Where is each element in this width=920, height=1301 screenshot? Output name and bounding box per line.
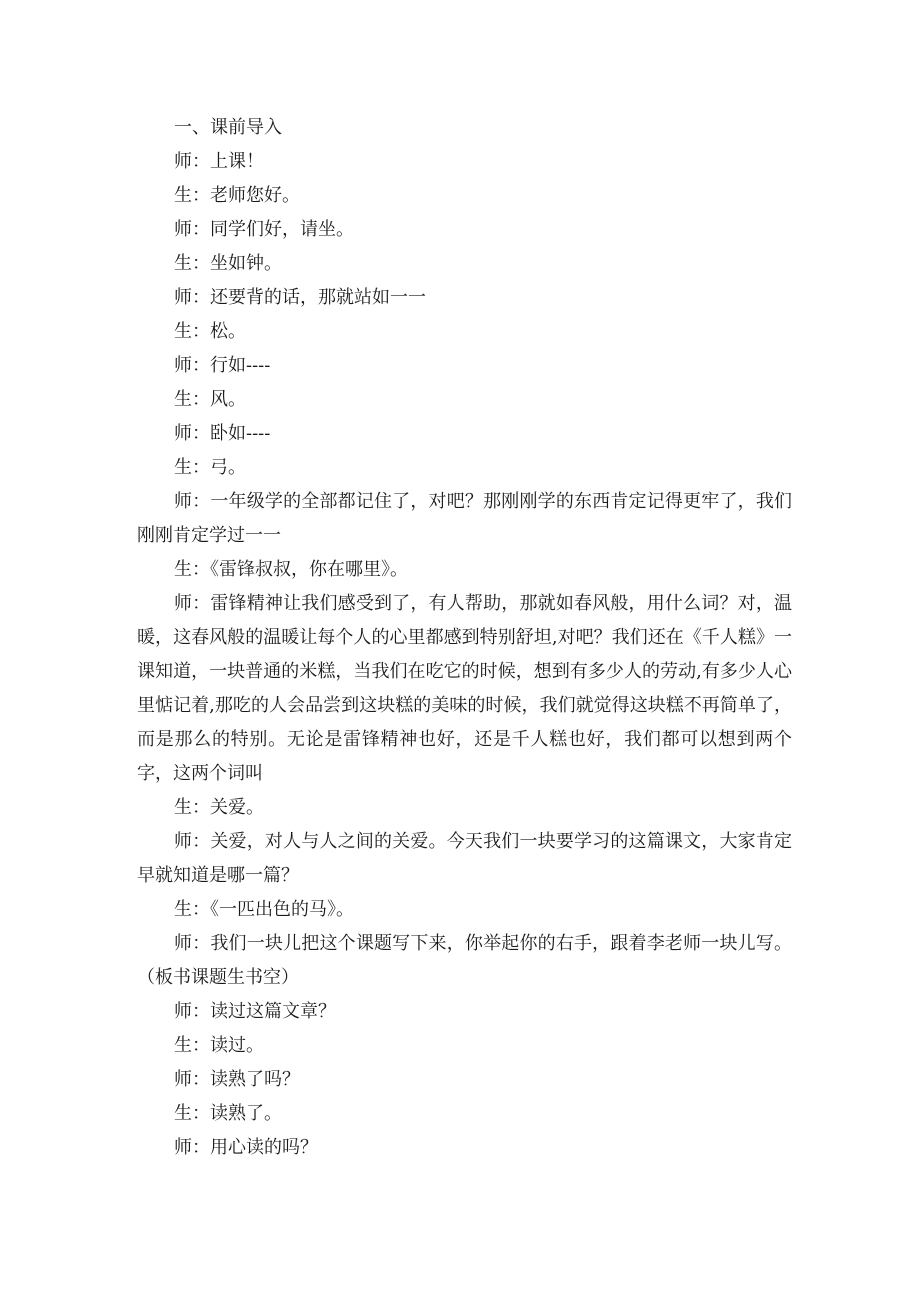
dialogue-line: 师：上课！	[174, 151, 264, 172]
section-heading: 一、课前导入	[174, 117, 282, 138]
dialogue-line: 生：风。	[174, 389, 246, 410]
dialogue-line: 生：《雷锋叔叔，你在哪里》。	[174, 559, 408, 580]
dialogue-line: 师：读过这篇文章？	[174, 1001, 336, 1022]
dialogue-line: 师：雷锋精神让我们感受到了，有人帮助，那就如春风般，用什么词？对，温暖，这春风般的温暖让每个人的心里都感到特别舒坦,对吧？我们还在《千人糕》一课知道，一块普通的米糕，当我们在吃它的时候，想到有多少人的劳动,有多少人心里惦记着,那吃的人会品尝到这块糕的美味的时候，我们就觉得这块糕不再简单了，而是那么的特别。无论是雷锋精神也好，还是千人糕也好，我们都可以想到两个字，这两个词叫	[137, 593, 792, 784]
dialogue-line: 生：《一匹出色的马》。	[174, 899, 354, 920]
dialogue-line: 生：弓。	[174, 457, 246, 478]
lesson-transcript	[137, 111, 792, 1165]
dialogue-line: 师：关爱，对人与人之间的关爱。今天我们一块要学习的这篇课文，大家肯定早就知道是哪一篇？	[137, 831, 792, 886]
dialogue-line: 生：坐如钟。	[174, 253, 282, 274]
dialogue-line: 师：卧如----	[174, 423, 271, 444]
dialogue-line: 师：一年级学的全部都记住了，对吧？那刚刚学的东西肯定记得更牢了，我们刚刚肯定学过一一	[137, 491, 792, 546]
dialogue-line: 师：同学们好，请坐。	[174, 219, 354, 240]
dialogue-line: 师：还要背的话，那就站如一一	[174, 287, 426, 308]
dialogue-line: 师：读熟了吗？	[174, 1069, 300, 1090]
dialogue-line: 师：用心读的吗？	[174, 1137, 318, 1158]
dialogue-line: 生：读过。	[174, 1035, 264, 1056]
dialogue-line: 生：松。	[174, 321, 246, 342]
dialogue-line: 生：老师您好。	[174, 185, 300, 206]
dialogue-line: 生：关爱。	[174, 797, 264, 818]
dialogue-line: 师：行如----	[174, 355, 271, 376]
dialogue-line: 师：我们一块儿把这个课题写下来，你举起你的右手，跟着李老师一块儿写。（板书课题生书空）	[137, 933, 792, 988]
dialogue-line: 生：读熟了。	[174, 1103, 282, 1124]
